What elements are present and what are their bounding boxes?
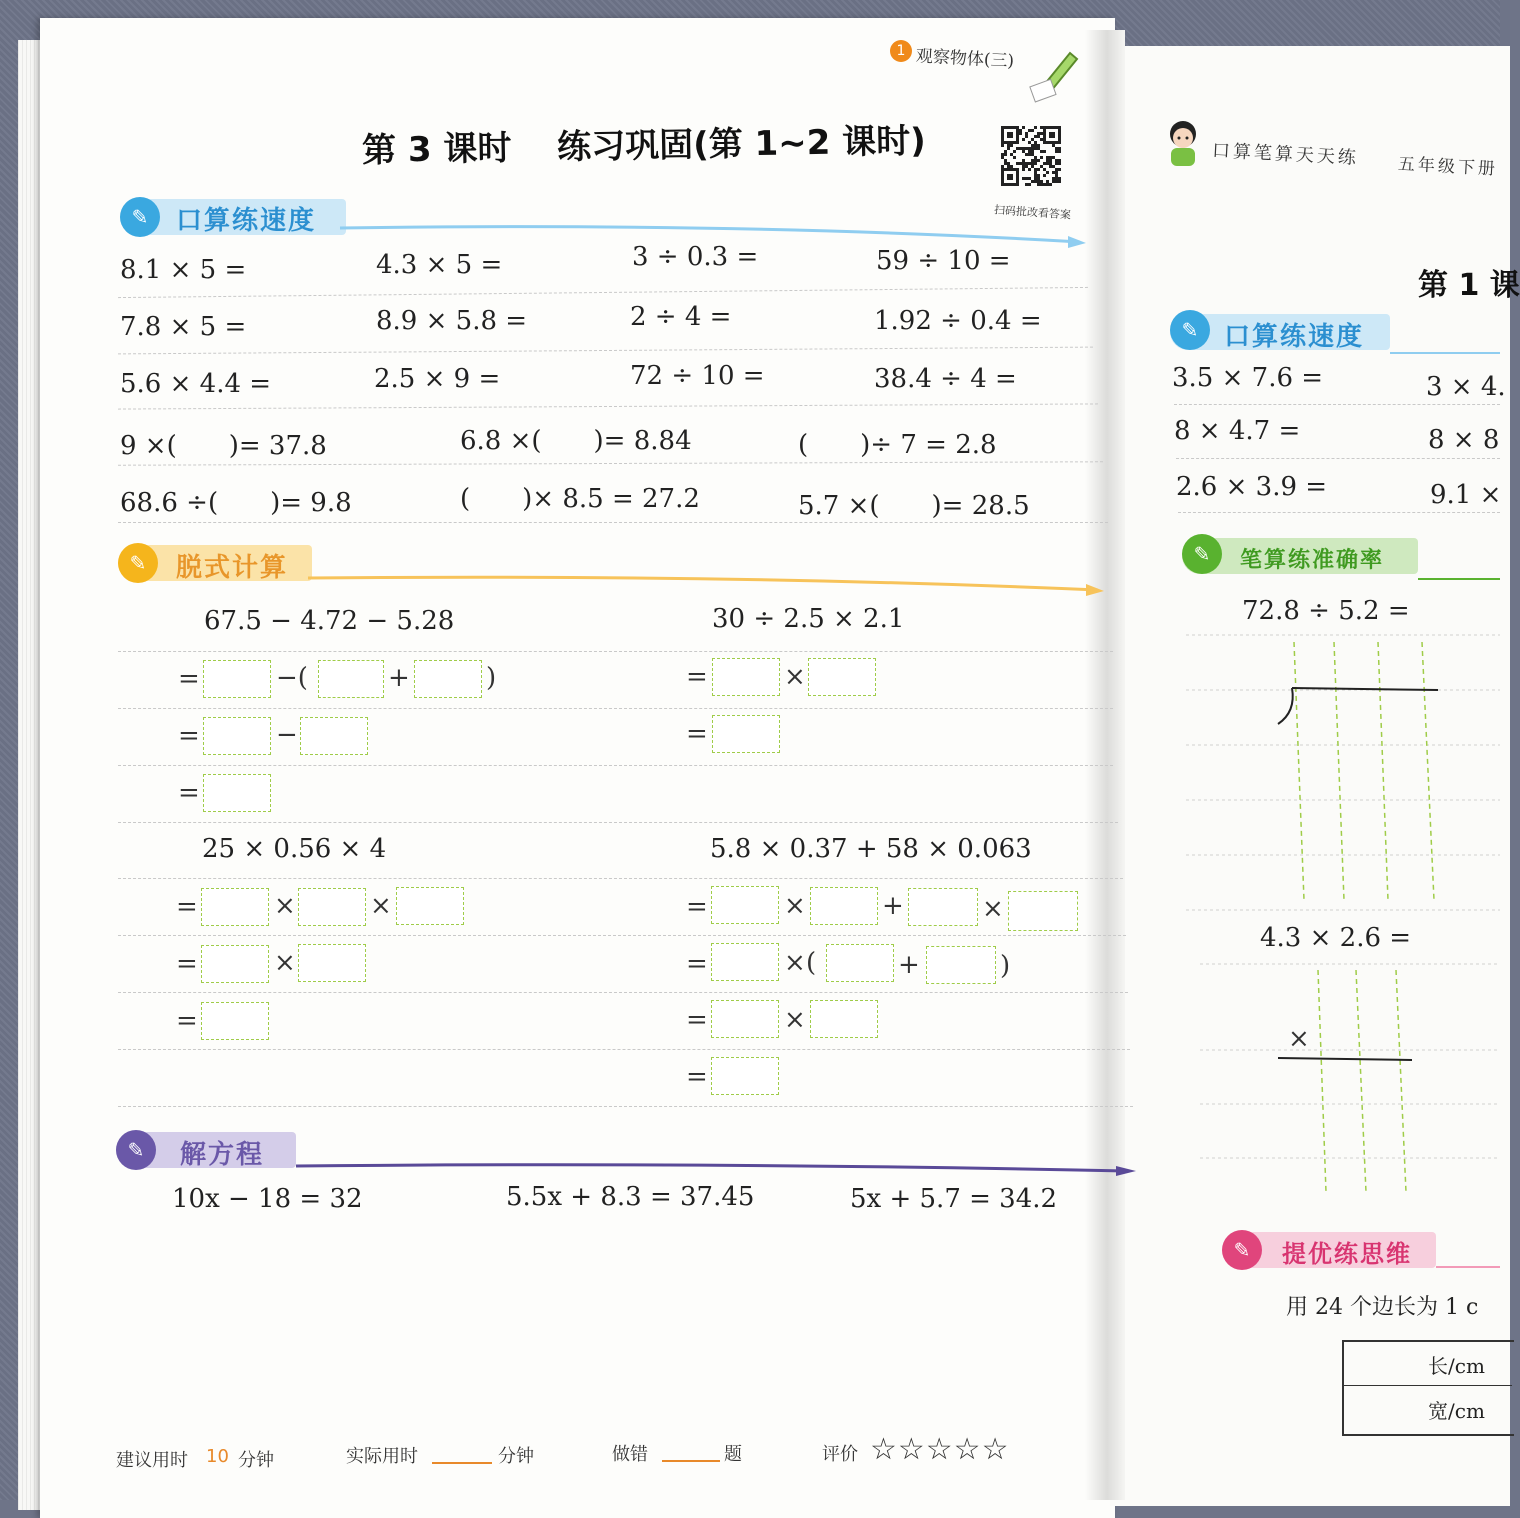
oral-fill-problem: 5.7 ×( )= 28.5 xyxy=(798,491,1030,521)
times-sign: × xyxy=(370,891,392,921)
answer-box[interactable] xyxy=(201,945,269,983)
ruled-line xyxy=(118,878,1123,879)
answer-box[interactable] xyxy=(201,1002,269,1040)
minus-sign: − xyxy=(276,720,298,750)
equals-sign: = xyxy=(686,892,708,922)
ruled-line xyxy=(1178,512,1500,513)
oral-problem: 3 ÷ 0.3 = xyxy=(632,242,759,272)
answer-box[interactable] xyxy=(201,888,269,926)
section-underline-stepwise xyxy=(308,570,1108,600)
equals-sign: = xyxy=(176,892,198,922)
oral-problem: 72 ÷ 10 = xyxy=(630,361,765,391)
footer-suggested-label: 建议用时 xyxy=(116,1450,188,1471)
multiplication-grid xyxy=(1200,960,1500,1200)
ruled-line xyxy=(118,935,1126,936)
oral-problem: 8.9 × 5.8 = xyxy=(376,306,528,336)
written-problem: 4.3 × 2.6 = xyxy=(1260,923,1412,953)
equals-sign: = xyxy=(686,719,708,749)
ruled-line xyxy=(118,765,1113,766)
answer-box[interactable] xyxy=(808,658,876,696)
times-sign: × xyxy=(784,948,806,978)
oral-problem: 4.3 × 5 = xyxy=(376,250,503,280)
section-title-thinking: 提优练思维 xyxy=(1282,1240,1412,1268)
section-underline xyxy=(1418,578,1500,580)
pencil-icon xyxy=(1030,45,1080,100)
oral-fill-problem: 68.6 ÷( )= 9.8 xyxy=(120,488,352,518)
written-problem: 72.8 ÷ 5.2 = xyxy=(1242,596,1410,626)
answer-box[interactable] xyxy=(711,1057,779,1095)
answer-box[interactable] xyxy=(810,887,878,925)
oral-problem: 3 × 4. xyxy=(1426,372,1506,402)
right-paren: ) xyxy=(486,663,497,693)
oral-problem: 7.8 × 5 = xyxy=(120,312,247,342)
ruled-line xyxy=(118,1049,1130,1050)
ruled-line xyxy=(118,822,1118,823)
oral-problem: 38.4 ÷ 4 = xyxy=(874,364,1017,394)
times-sign: × xyxy=(784,1005,806,1035)
footer-minute-unit: 分钟 xyxy=(498,1446,534,1467)
oral-problem: 1.92 ÷ 0.4 = xyxy=(874,306,1042,336)
plus-sign: + xyxy=(882,891,904,921)
footer-actual-label: 实际用时 xyxy=(346,1446,418,1467)
table-row-width: 宽/cm xyxy=(1428,1399,1485,1423)
right-paren: ) xyxy=(1000,951,1011,981)
ruled-line xyxy=(118,992,1128,993)
equation: 5.5x + 8.3 = 37.45 xyxy=(506,1182,755,1212)
footer-minute-unit: 分钟 xyxy=(238,1450,274,1471)
oral-problem: 59 ÷ 10 = xyxy=(876,246,1011,276)
section-title-equations: 解方程 xyxy=(180,1140,265,1170)
chapter-number-badge: 1 xyxy=(890,40,912,62)
ruled-line xyxy=(1174,404,1500,405)
minus-paren: −( xyxy=(276,663,308,693)
answer-box[interactable] xyxy=(396,887,464,925)
pencil-note-icon: ✎ xyxy=(1222,1230,1262,1270)
oral-problem: 8.1 × 5 = xyxy=(120,255,247,285)
left-paren: ( xyxy=(806,948,817,978)
footer-suggested-minutes: 10 xyxy=(206,1446,229,1467)
answer-box[interactable] xyxy=(203,717,271,755)
thinking-problem-text: 用 24 个边长为 1 c xyxy=(1286,1295,1479,1320)
equals-sign: = xyxy=(178,778,200,808)
section-underline xyxy=(1436,1266,1500,1268)
pencil-note-icon: ✎ xyxy=(1182,534,1222,574)
section-title-oral: 口算练速度 xyxy=(176,206,317,236)
oral-problem: 8 × 4.7 = xyxy=(1174,416,1301,446)
oral-problem: 2 ÷ 4 = xyxy=(630,302,732,332)
equals-sign: = xyxy=(686,662,708,692)
equation: 5x + 5.7 = 34.2 xyxy=(850,1184,1058,1214)
section-title-written: 笔算练准确率 xyxy=(1240,548,1385,573)
answer-box[interactable] xyxy=(711,886,779,924)
stepwise-problem: 25 × 0.56 × 4 xyxy=(202,834,387,864)
answer-box[interactable] xyxy=(711,1000,779,1038)
equals-sign: = xyxy=(176,949,198,979)
oral-problem: 2.5 × 9 = xyxy=(374,364,501,394)
stepwise-problem: 67.5 − 4.72 − 5.28 xyxy=(204,606,455,636)
answer-box[interactable] xyxy=(318,660,384,698)
division-grid xyxy=(1186,630,1500,920)
equals-sign: = xyxy=(686,949,708,979)
section-underline-equations xyxy=(296,1158,1141,1178)
equals-sign: = xyxy=(178,721,200,751)
footer-wrong-label: 做错 xyxy=(612,1444,648,1465)
equals-sign: = xyxy=(176,1006,198,1036)
oral-fill-problem: 6.8 ×( )= 8.84 xyxy=(460,426,692,456)
answer-box[interactable] xyxy=(1008,891,1078,931)
times-sign: × xyxy=(274,891,296,921)
page-title: 第 3 课时 练习巩固(第 1~2 课时) xyxy=(361,121,927,171)
wrong-count-blank[interactable] xyxy=(662,1460,720,1462)
pencil-note-icon: ✎ xyxy=(118,543,158,583)
stepwise-problem: 5.8 × 0.37 + 58 × 0.063 xyxy=(710,834,1032,864)
chapter-title: 观察物体(三) xyxy=(915,46,1015,72)
equation: 10x − 18 = 32 xyxy=(172,1184,363,1214)
answer-box[interactable] xyxy=(826,944,894,982)
ruled-line xyxy=(118,1106,1133,1107)
plus-sign: + xyxy=(388,663,410,693)
oral-fill-problem: 9 ×( )= 37.8 xyxy=(120,431,327,461)
book-title: 口算笔算天天练 xyxy=(1211,140,1360,169)
answer-box[interactable] xyxy=(298,888,366,926)
answer-box[interactable] xyxy=(711,943,779,981)
oral-fill-problem: ( )× 8.5 = 27.2 xyxy=(460,484,700,514)
oral-problem: 8 × 8 xyxy=(1428,425,1500,455)
equals-sign: = xyxy=(178,664,200,694)
actual-time-blank[interactable] xyxy=(432,1462,492,1464)
footer-rating-label: 评价 xyxy=(822,1444,858,1465)
oral-problem: 9.1 × xyxy=(1430,480,1502,510)
ruled-line xyxy=(118,522,1108,523)
times-sign: × xyxy=(784,662,806,692)
section-title-oral-right: 口算练速度 xyxy=(1224,322,1365,352)
girl-mascot-icon xyxy=(1158,118,1208,170)
answer-box[interactable] xyxy=(712,715,780,753)
ruled-line xyxy=(118,708,1113,709)
stepwise-problem: 30 ÷ 2.5 × 2.1 xyxy=(712,604,905,634)
oral-problem: 3.5 × 7.6 = xyxy=(1172,363,1324,393)
ruled-line xyxy=(1176,458,1500,459)
grade-label: 五年级下册 xyxy=(1397,154,1499,180)
times-sign: × xyxy=(982,894,1004,924)
section-underline xyxy=(1390,352,1500,354)
answer-box[interactable] xyxy=(810,1000,878,1038)
times-sign: × xyxy=(274,948,296,978)
equals-sign: = xyxy=(686,1005,708,1035)
ruled-line xyxy=(118,651,1113,652)
answer-box[interactable] xyxy=(298,944,366,982)
right-page-title: 第 1 课 xyxy=(1418,268,1520,303)
qr-caption: 扫码批改看答案 xyxy=(993,203,1072,222)
answer-box[interactable] xyxy=(203,774,271,812)
times-sign: × xyxy=(784,891,806,921)
footer-wrong-unit: 题 xyxy=(724,1444,742,1465)
answer-box[interactable] xyxy=(712,658,780,696)
pencil-note-icon: ✎ xyxy=(120,197,160,237)
table-row-length: 长/cm xyxy=(1428,1354,1485,1378)
oral-fill-problem: ( )÷ 7 = 2.8 xyxy=(798,430,997,460)
rating-stars-icon[interactable]: ☆☆☆☆☆ xyxy=(870,1432,1010,1467)
plus-sign: + xyxy=(898,950,920,980)
equals-sign: = xyxy=(686,1062,708,1092)
answer-box[interactable] xyxy=(926,946,996,984)
oral-problem: 5.6 × 4.4 = xyxy=(120,369,272,399)
table-divider xyxy=(1342,1385,1512,1386)
answer-box[interactable] xyxy=(203,660,271,698)
answer-box[interactable] xyxy=(908,888,978,926)
pencil-note-icon: ✎ xyxy=(116,1130,156,1170)
oral-problem: 2.6 × 3.9 = xyxy=(1176,472,1328,502)
pencil-note-icon: ✎ xyxy=(1170,310,1210,350)
qr-code-icon xyxy=(998,120,1064,198)
answer-box[interactable] xyxy=(300,717,368,755)
section-title-stepwise: 脱式计算 xyxy=(176,553,289,583)
answer-box[interactable] xyxy=(414,660,482,698)
times-sign: × xyxy=(1288,1024,1310,1054)
